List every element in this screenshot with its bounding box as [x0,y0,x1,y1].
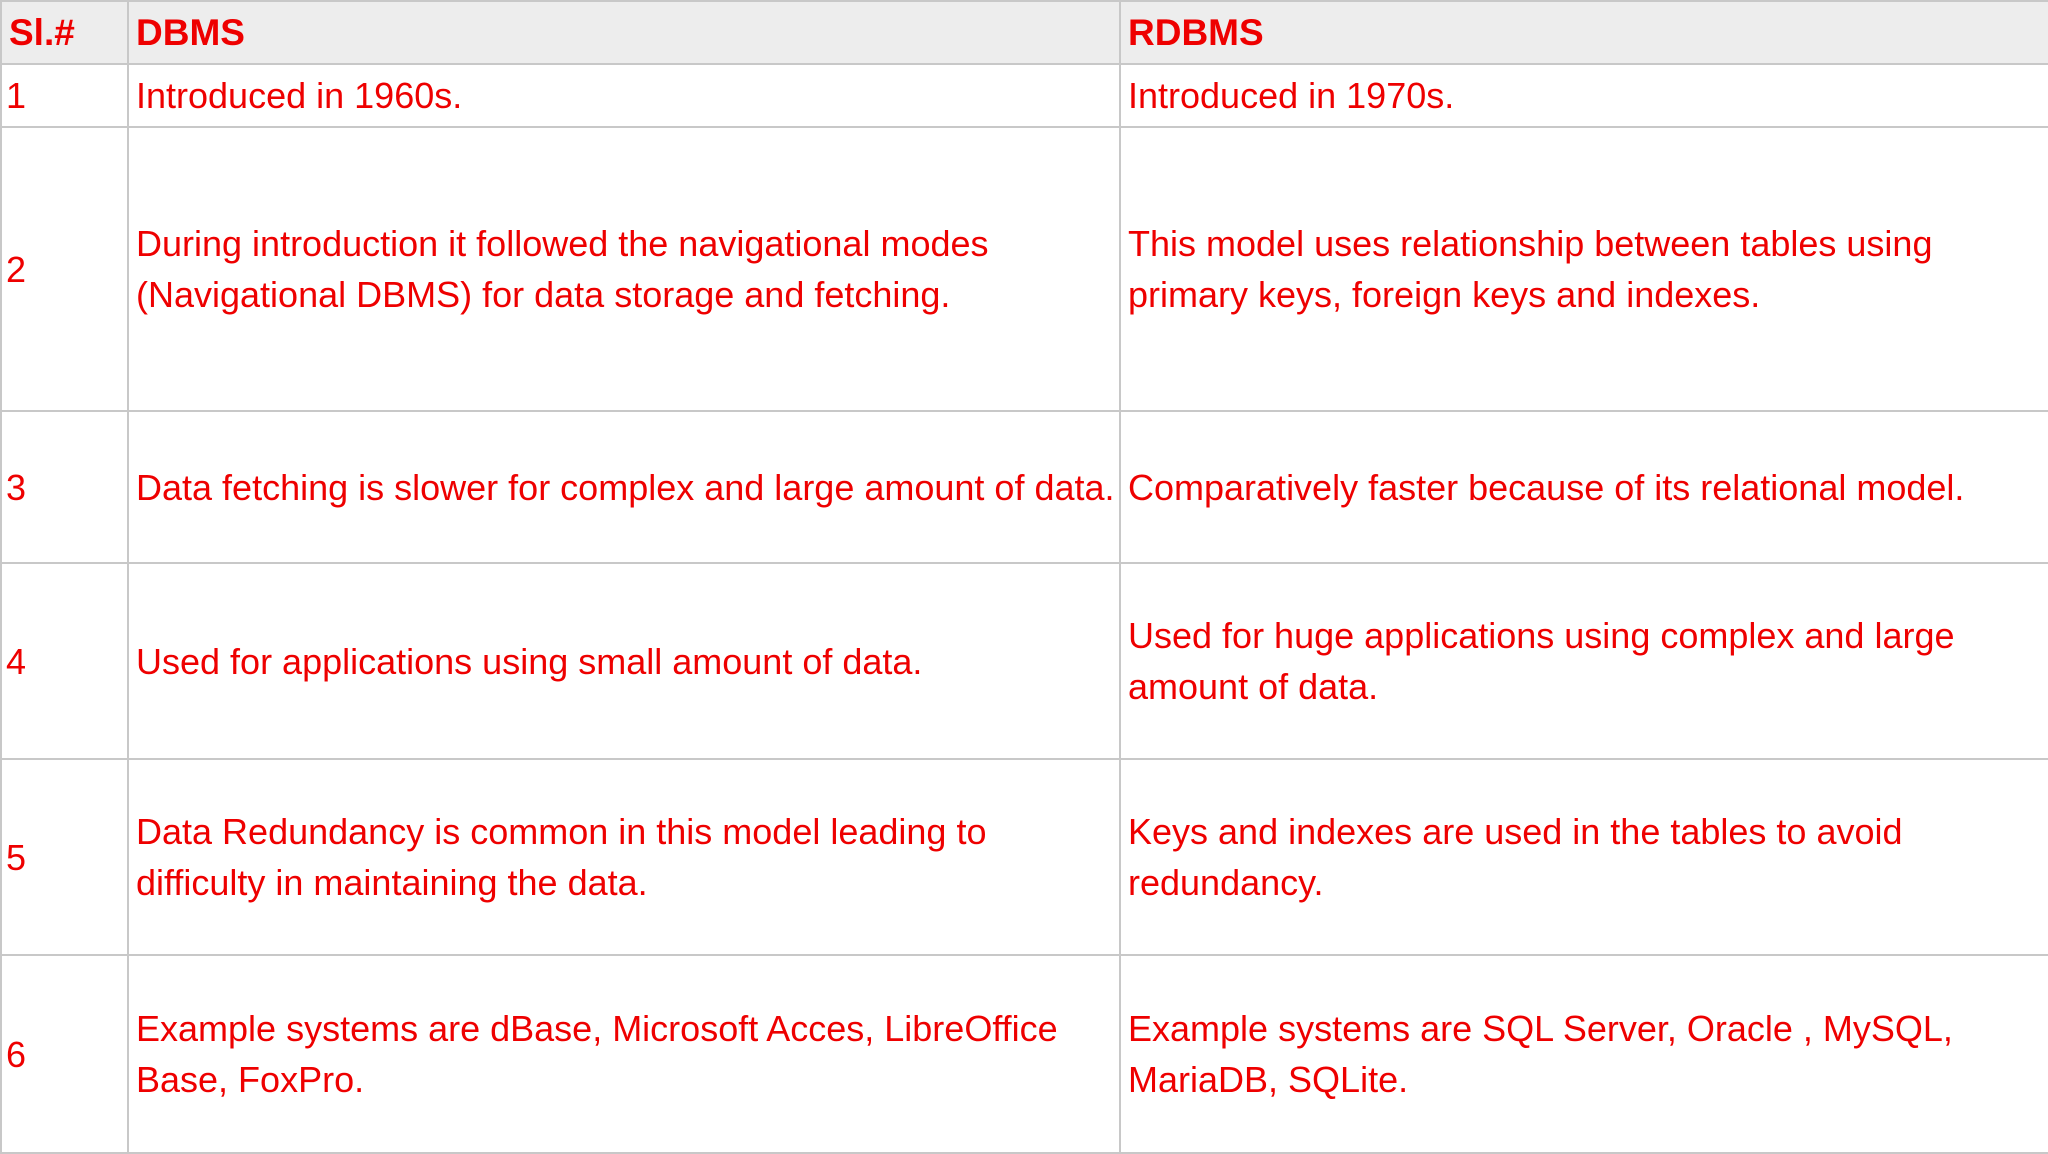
dbms-cell: Example systems are dBase, Microsoft Acces, LibreOffice Base, FoxPro. [128,955,1120,1153]
rdbms-cell: Keys and indexes are used in the tables to avoid redundancy. [1120,759,2048,955]
header-dbms: DBMS [128,1,1120,64]
header-rdbms: RDBMS [1120,1,2048,64]
table-row [1,64,2048,127]
table-row [1,411,2048,563]
rdbms-cell: Introduced in 1970s. [1120,64,2048,127]
rdbms-cell: Comparatively faster because of its relational model. [1120,411,2048,563]
rdbms-cell: This model uses relationship between tables using primary keys, foreign keys and indexes. [1120,127,2048,411]
dbms-cell: Data fetching is slower for complex and large amount of data. [128,411,1120,563]
table-body [1,64,2048,1153]
table-row [1,127,2048,411]
row-serial-number: 2 [1,127,128,411]
rdbms-cell: Used for huge applications using complex and large amount of data. [1120,563,2048,759]
row-serial-number: 6 [1,955,128,1153]
row-serial-number: 3 [1,411,128,563]
dbms-cell: Data Redundancy is common in this model leading to difficulty in maintaining the data. [128,759,1120,955]
rdbms-cell: Example systems are SQL Server, Oracle , MySQL, MariaDB, SQLite. [1120,955,2048,1153]
row-serial-number: 5 [1,759,128,955]
table-row [1,955,2048,1153]
table-row [1,563,2048,759]
table-header [1,1,2048,64]
header-row [1,1,2048,64]
row-serial-number: 4 [1,563,128,759]
dbms-cell: Used for applications using small amount of data. [128,563,1120,759]
dbms-cell: During introduction it followed the navigational modes (Navigational DBMS) for data storage and fetching. [128,127,1120,411]
table-row [1,759,2048,955]
header-serial-number: Sl.# [1,1,128,64]
row-serial-number: 1 [1,64,128,127]
dbms-cell: Introduced in 1960s. [128,64,1120,127]
